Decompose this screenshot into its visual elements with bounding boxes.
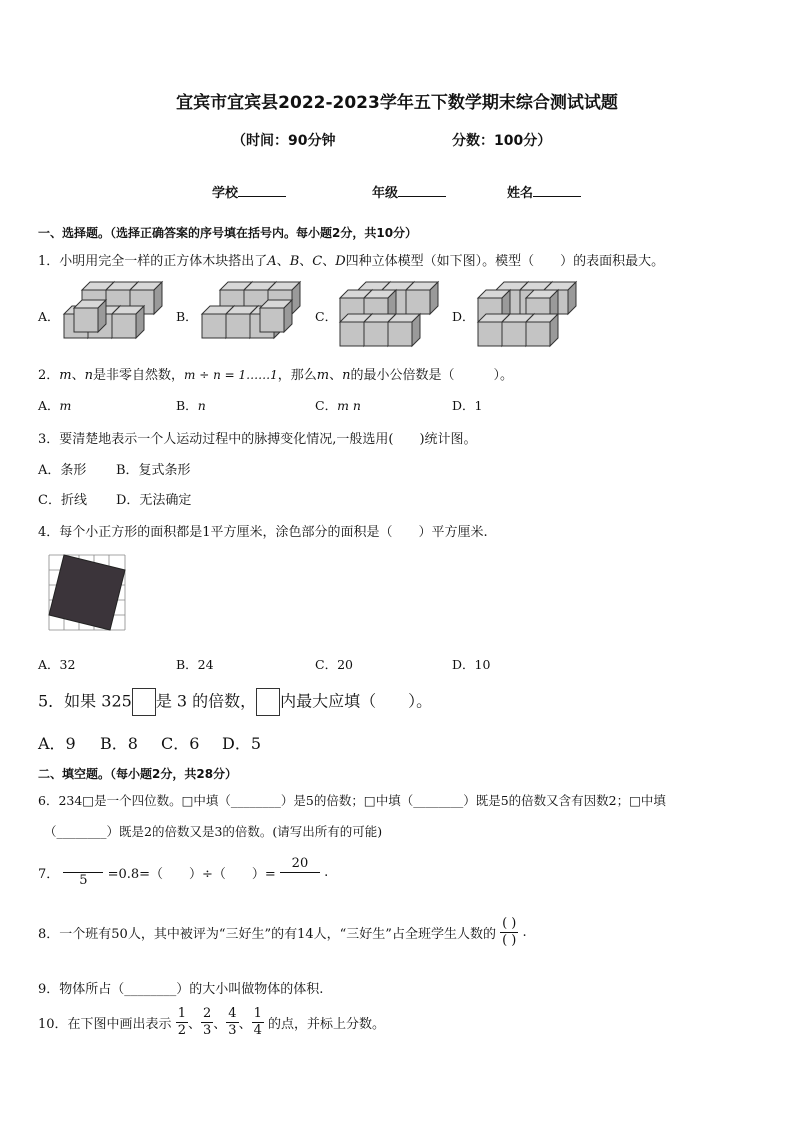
q5-option-d[interactable]: D．5 <box>222 734 262 753</box>
question-8: 8．一个班有50人，其中被评为“三好生”的有14人，“三好生”占全班学生人数的 $\frac{( )}{( )}$ . <box>38 916 527 948</box>
model-d <box>478 282 576 346</box>
question-3: 3．要清楚地表示一个人运动过程中的脉搏变化情况,一般选用( )统计图。 <box>38 432 477 447</box>
cube-models-figure <box>0 270 794 350</box>
q1-option-b-label[interactable]: B． <box>176 309 198 324</box>
q3-option-d[interactable]: D．无法确定 <box>116 493 192 508</box>
question-9: 9．物体所占（________）的大小叫做物体的体积. <box>38 982 324 997</box>
fraction-2-3: $\frac{2}{3}$ <box>202 1006 212 1038</box>
q1-option-d-label[interactable]: D． <box>452 309 475 324</box>
q2-option-c[interactable]: C．m n <box>315 398 361 413</box>
question-10: 10．在下图中画出表示 $\frac{1}{2}$ 、 $\frac{2}{3}$ 、 $\frac{4}{3}$ 、 $\frac{1}{4}$ 的点，并标上分数。 <box>38 1006 386 1038</box>
section-1-heading: 一、选择题。（选择正确答案的序号填在括号内。每小题2分，共10分） <box>38 226 418 240</box>
name-field[interactable] <box>507 182 581 201</box>
digit-box[interactable] <box>132 688 156 716</box>
question-2: 2．m、n是非零自然数，m ÷ n = 1……1，那么m、n的最小公倍数是（ ）。 <box>38 368 514 383</box>
digit-box-ref <box>256 688 280 716</box>
shaded-square-grid <box>48 554 128 632</box>
grade-label: 年级 <box>372 186 399 201</box>
q1-option-c-label[interactable]: C． <box>315 309 338 324</box>
q2-option-d[interactable]: D．1 <box>452 398 483 413</box>
question-7: 7． 5 =0.8=（ ）÷（ ）= 20 . <box>38 856 329 888</box>
q4-option-c[interactable]: C．20 <box>315 657 353 672</box>
school-label: 学校 <box>212 186 239 201</box>
page-title: 宜宾市宜宾县2022-2023学年五下数学期末综合测试试题 <box>176 93 618 113</box>
model-b <box>202 282 300 338</box>
q4-option-b[interactable]: B．24 <box>176 657 214 672</box>
q3-option-c[interactable]: C．折线 <box>38 493 87 508</box>
q5-option-c[interactable]: C．6 <box>161 734 200 753</box>
section-2-heading: 二、填空题。（每小题2分，共28分） <box>38 767 238 781</box>
fraction-1-4: $\frac{1}{4}$ <box>253 1006 262 1038</box>
question-5: 5．如果 325 是 3 的倍数， 内最大应填（ ）。 <box>38 688 432 716</box>
model-a <box>64 282 162 338</box>
question-1: 1．小明用完全一样的正方体木块搭出了A、B、C、D四种立体模型（如下图）。模型（ ）的表面积最大。 <box>38 254 665 269</box>
question-6-line-2: （________）既是2的倍数又是3的倍数。(请写出所有的可能) <box>44 824 383 839</box>
q1-option-a-label[interactable]: A． <box>38 309 60 324</box>
name-label: 姓名 <box>507 186 534 201</box>
answer-fraction[interactable]: $\frac{( )}{( )}$ <box>502 916 517 948</box>
model-c <box>340 282 438 346</box>
q5-option-a[interactable]: A．9 <box>38 734 76 753</box>
q2-option-b[interactable]: B．n <box>176 398 206 413</box>
question-6-line-1: 6．234□是一个四位数。□中填（________）是5的倍数；□中填（________）既是5的倍数又含有因数2；□中填 <box>38 793 666 808</box>
fraction-4-3: $\frac{4}{3}$ <box>228 1006 237 1038</box>
score-label: 分数：100分） <box>452 133 552 149</box>
time-label: （时间：90分钟 <box>232 133 336 149</box>
q3-option-b[interactable]: B．复式条形 <box>116 463 191 478</box>
grade-field[interactable] <box>372 182 446 201</box>
school-field[interactable] <box>212 182 286 201</box>
fraction-1-2: $\frac{1}{2}$ <box>177 1006 186 1038</box>
q3-option-a[interactable]: A．条形 <box>38 463 87 478</box>
fraction-blank-over-5[interactable]: 5 <box>63 857 103 889</box>
q4-option-a[interactable]: A．32 <box>38 657 76 672</box>
q2-option-a[interactable]: A．m <box>38 398 72 413</box>
q5-option-b[interactable]: B．8 <box>100 734 138 753</box>
question-4: 4．每个小正方形的面积都是1平方厘米，涂色部分的面积是（ ）平方厘米. <box>38 525 488 540</box>
fraction-20-over-blank[interactable]: 20 <box>280 856 320 889</box>
q4-option-d[interactable]: D．10 <box>452 657 491 672</box>
